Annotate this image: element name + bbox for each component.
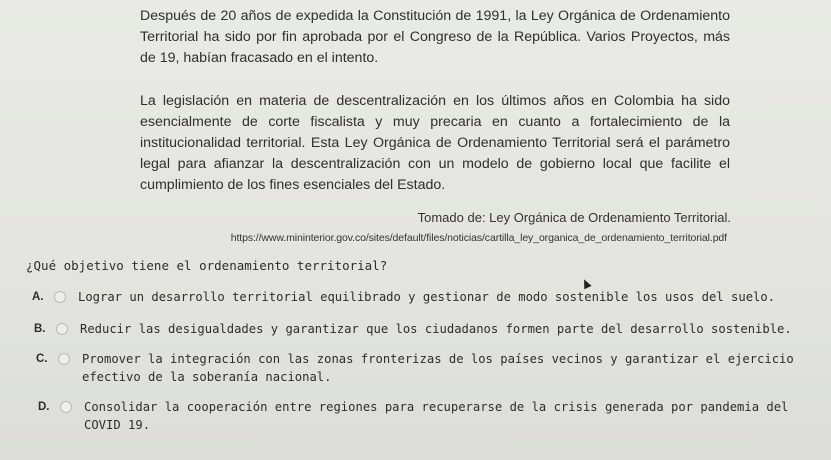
option-text: Reducir las desigualdades y garantizar que los ciudadanos formen parte del desarrollo sostenible. bbox=[80, 322, 792, 336]
radio-button-icon[interactable] bbox=[56, 323, 68, 335]
option-letter: D. bbox=[38, 401, 50, 413]
passage-paragraph-1: Después de 20 años de expedida la Constitución de 1991, la Ley Orgánica de Ordenamiento Territorial ha sido por fin aprobada por el Congreso de la República. Varios Proyectos, más de 19, habían fracasado en el intento. bbox=[140, 8, 730, 66]
option-text: Lograr un desarrollo territorial equilibrado y gestionar de modo sostenible los usos del suelo. bbox=[78, 290, 776, 304]
option-letter: C. bbox=[36, 353, 48, 365]
option-letter: A. bbox=[32, 291, 44, 303]
passage-paragraph-2: La legislación en materia de descentralización en los últimos años en Colombia ha sido esencialmente de corte fiscalista y muy precaria en cuanto a fortalecimiento de la institucionalidad territorial. Esta Ley Orgánica de Ordenamiento Territorial será el parámetro legal para afianzar la descentralización con un modelo de gobierno local que facilite el cumplimiento de los fines esenciales del Estado. bbox=[140, 93, 730, 193]
question-text: ¿Qué objetivo tiene el ordenamiento territorial? bbox=[26, 258, 388, 273]
radio-button-icon[interactable] bbox=[60, 401, 72, 413]
source-url: https://www.mininterior.gov.co/sites/default/files/noticias/cartilla_ley_organica_de_ordenamiento_territorial.pdf bbox=[230, 232, 727, 244]
radio-button-icon[interactable] bbox=[58, 353, 70, 365]
option-text: Consolidar la cooperación entre regiones para recuperarse de la crisis generada por pandemia del COVID 19. bbox=[84, 400, 789, 432]
option-text: Promover la integración con las zonas fronterizas de los países vecinos y garantizar el ejercicio efectivo de la soberanía nacional. bbox=[82, 352, 794, 384]
option-letter: B. bbox=[34, 323, 46, 335]
radio-button-icon[interactable] bbox=[54, 291, 66, 303]
source-citation: Tomado de: Ley Orgánica de Ordenamiento Territorial. bbox=[417, 210, 731, 225]
